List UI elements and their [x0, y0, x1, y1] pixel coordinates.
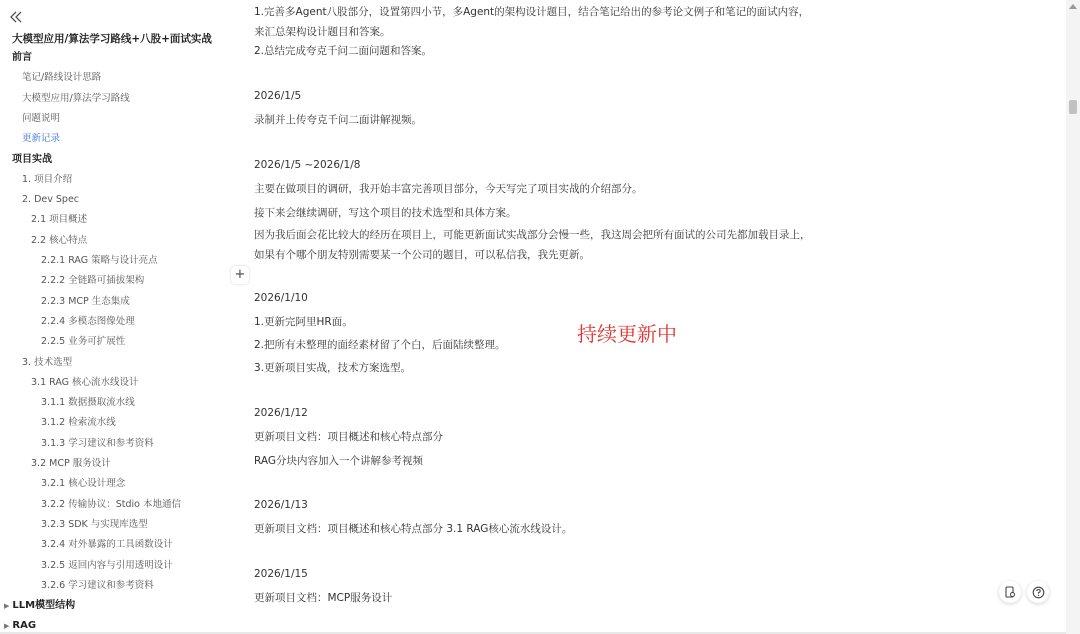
- toc-item-label: 问题说明: [22, 112, 61, 124]
- entry-date: 2026/1/5: [254, 90, 302, 102]
- toc-item[interactable]: [41, 413, 116, 433]
- toc-item[interactable]: [41, 251, 158, 271]
- toc-item[interactable]: [41, 495, 181, 515]
- toc-item-label: 3. 技术选型: [22, 356, 73, 368]
- toc-item[interactable]: [22, 353, 72, 373]
- entry-text: 录制并上传夸克千问二面讲解视频。: [254, 114, 422, 126]
- toc-item[interactable]: [31, 231, 87, 251]
- entry-text: 更新项目文档：MCP服务设计: [254, 592, 393, 604]
- toc-item-label: 3.2.5 返回内容与引用透明设计: [41, 559, 173, 571]
- toc-item[interactable]: [22, 190, 79, 210]
- scrollbar-thumb[interactable]: [1069, 100, 1077, 114]
- toc-item-label: 2.2.5 业务可扩展性: [41, 336, 126, 348]
- toc-item-label: 1. 项目介绍: [22, 173, 73, 185]
- toc-item[interactable]: [22, 170, 72, 190]
- entry-text: 2.把所有未整理的面经素材留了个白，后面陆续整理。: [254, 339, 506, 351]
- toc-item[interactable]: [41, 556, 173, 576]
- toc-item-label: 3.1.3 学习建议和参考资料: [41, 437, 154, 449]
- toc-item[interactable]: [41, 576, 154, 596]
- double-chevron-left-icon[interactable]: [9, 11, 25, 25]
- toc-item-label: 更新记录: [22, 133, 61, 145]
- toc-item[interactable]: [41, 535, 173, 555]
- toc-item-label: 项目实战: [12, 153, 52, 165]
- toc-item-label: 3.2.2 传输协议：Stdio 本地通信: [41, 498, 181, 510]
- toc-item[interactable]: [22, 89, 130, 109]
- toc-item-label: 大模型应用/算法学习路线: [22, 92, 130, 104]
- toc-item-label: 笔记/路线设计思路: [22, 72, 102, 84]
- scroll-up-arrow-icon[interactable]: [1069, 4, 1077, 9]
- toc-item[interactable]: [41, 434, 154, 454]
- toc-item-label: 2.1 项目概述: [31, 214, 88, 226]
- entry-date: 2026/1/13: [254, 499, 308, 511]
- document-title[interactable]: 大模型应用/算法学习路线+八股+面试实战: [12, 33, 212, 45]
- entry-text: 因为我后面会花比较大的经历在项目上，可能更新面试实战部分会慢一些，我这周会把所有面试的公司先都加载目录上，如果有个哪个朋友特别需要某一个公司的题目，可以私信我，我先更新。: [254, 229, 811, 261]
- toc-item-label: 2.2.4 多模态图像处理: [41, 315, 135, 327]
- toc-item[interactable]: [12, 48, 32, 68]
- toc-item[interactable]: [41, 474, 125, 494]
- intro-line-2: 2.总结完成夸克千问二面问题和答案。: [254, 45, 433, 57]
- toc-item[interactable]: [41, 515, 148, 535]
- document-icon[interactable]: [999, 581, 1021, 603]
- toc-item[interactable]: [31, 454, 111, 474]
- toc-item-label: 2.2.2 全链路可插拔架构: [41, 275, 145, 287]
- toc-item-label: LLM模型结构: [12, 600, 76, 612]
- caret-right-icon[interactable]: ▶: [4, 602, 10, 611]
- toc-item[interactable]: [4, 596, 75, 616]
- toc-item-label: 3.1.2 检索流水线: [41, 417, 116, 429]
- toc-item-label: 3.2.4 对外暴露的工具函数设计: [41, 539, 173, 551]
- entry-text: 更新项目文档：项目概述和核心特点部分 3.1 RAG核心流水线设计。: [254, 523, 573, 535]
- toc-item[interactable]: [22, 109, 60, 129]
- toc-item[interactable]: [41, 271, 144, 291]
- caret-right-icon[interactable]: ▶: [4, 622, 10, 631]
- toc-item-label: 3.2 MCP 服务设计: [31, 458, 111, 469]
- plus-icon[interactable]: +: [231, 266, 249, 284]
- sidebar-toc: [0, 0, 232, 634]
- entry-date: 2026/1/5 ~2026/1/8: [254, 159, 361, 171]
- entry-text: 1.更新完阿里HR面。: [254, 316, 353, 328]
- toc-item[interactable]: [41, 393, 135, 413]
- toc-item-label: 前言: [12, 52, 32, 63]
- entry-date: 2026/1/15: [254, 568, 308, 580]
- toc-item[interactable]: [12, 150, 52, 170]
- entry-text: 接下来会继续调研，写这个项目的技术选型和具体方案。: [254, 207, 517, 219]
- toc-item[interactable]: [41, 332, 125, 352]
- entry-text: 主要在做项目的调研，我开始丰富完善项目部分，今天写完了项目实战的介绍部分。: [254, 183, 643, 195]
- intro-line-1: 1.完善多Agent八股部分，设置第四小节，多Agent的架构设计题目，结合笔记给出的参考论文例子和笔记的面试内容，来汇总架构设计题目和答案。: [254, 6, 810, 38]
- toc-item-label: 3.2.3 SDK 与实现库选型: [41, 518, 148, 530]
- toc-item-label: 3.2.1 核心设计理念: [41, 478, 126, 490]
- toc-item-label: 3.1 RAG 核心流水线设计: [31, 376, 139, 388]
- entry-text: 更新项目文档：项目概述和核心特点部分: [254, 431, 443, 443]
- toc-item[interactable]: [22, 68, 101, 88]
- update-stamp: 持续更新中: [577, 322, 677, 346]
- toc-item[interactable]: [41, 312, 135, 332]
- toc-item[interactable]: [41, 292, 130, 312]
- entry-date: 2026/1/12: [254, 407, 308, 419]
- entry-text: 3.更新项目实战，技术方案选型。: [254, 362, 412, 374]
- toc-item-label: 2.2.3 MCP 生态集成: [41, 295, 130, 307]
- toc-item[interactable]: [31, 210, 87, 230]
- toc-item-label: 2.2.1 RAG 策略与设计亮点: [41, 255, 158, 266]
- toc-item-label: 3.2.6 学习建议和参考资料: [41, 579, 154, 591]
- toc-item-label: 2.2 核心特点: [31, 234, 88, 246]
- toc-item-label: 3.1.1 数据摄取流水线: [41, 397, 135, 409]
- toc-item[interactable]: [31, 373, 139, 393]
- entry-date: 2026/1/10: [254, 292, 308, 304]
- entry-text: RAG分块内容加入一个讲解参考视频: [254, 455, 424, 467]
- toc-item-label: RAG: [12, 620, 37, 632]
- vertical-scrollbar[interactable]: [1066, 0, 1080, 634]
- toc-item-label: 2. Dev Spec: [22, 194, 80, 206]
- question-icon[interactable]: [1027, 581, 1049, 603]
- toc-item[interactable]: [22, 129, 60, 149]
